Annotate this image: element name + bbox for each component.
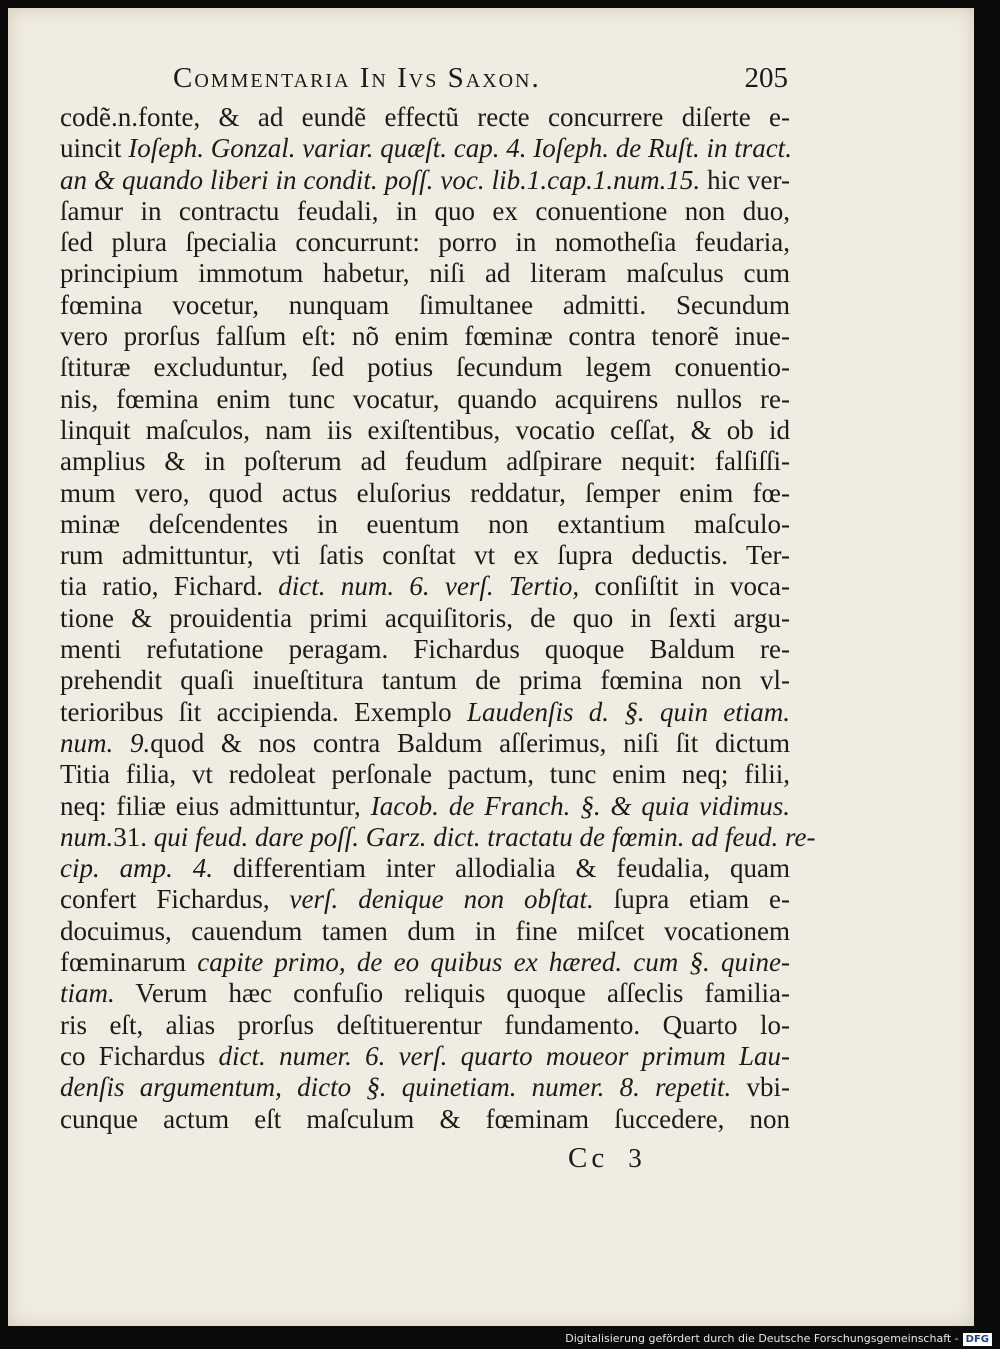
text-segment: docuimus, cauendum tamen dum in fine miſcet vocationem — [60, 915, 790, 946]
text-line — [60, 728, 790, 759]
running-title: Commentaria In Ivs Saxon. — [173, 62, 541, 94]
text-segment: 31. — [113, 821, 154, 852]
text-segment: minæ deſcendentes in euentum non extantium maſculo- — [60, 508, 790, 539]
text-line — [60, 978, 790, 1009]
text-segment: amplius & in poſterum ad feudum adſpirare nequit: falſiſſi- — [60, 446, 790, 477]
text-line — [60, 352, 790, 383]
text-segment: tia ratio, Fichard. — [60, 571, 279, 602]
text-segment: Iacob. de Franch. §. & quia vidimus. — [370, 790, 790, 821]
text-segment: num. 9. — [60, 727, 151, 758]
digitization-credit — [565, 1330, 992, 1348]
text-segment: dict. num. 6. verſ. Tertio, — [278, 571, 580, 602]
page-number: 205 — [744, 62, 788, 94]
text-line — [60, 133, 790, 164]
text-line — [60, 947, 790, 978]
text-segment: fœmina vocetur, nunquam ſimultanee admitti. Secundum — [60, 289, 790, 320]
text-line — [60, 227, 790, 258]
book-page — [8, 8, 974, 1326]
signature-letters: Cc — [568, 1142, 609, 1174]
text-segment: ſed plura ſpecialia concurrunt: porro in nomotheſia feudaria, — [60, 227, 790, 258]
text-segment: denſis argumentum, dicto §. quinetiam. numer. 8. repetit. — [60, 1072, 732, 1103]
text-line — [60, 884, 790, 915]
text-segment: Ioſeph. Gonzal. variar. quæſt. cap. 4. Ioſeph. de Ruſt. in tract. — [128, 133, 792, 164]
text-segment: capite primo, de eo quibus ex hæred. cum §. quine- — [197, 947, 790, 978]
text-line — [60, 634, 790, 665]
text-segment: cunque actum eſt maſculum & fœminam ſuccedere, non — [60, 1103, 790, 1134]
text-segment: ris eſt, alias prorſus deſtituerentur fundamento. Quarto lo- — [60, 1009, 790, 1040]
text-segment: ſtituræ excluduntur, ſed potius ſecundum legem conuentio- — [60, 352, 790, 383]
text-line — [60, 665, 790, 696]
text-segment: tiam. — [60, 978, 115, 1009]
dfg-logo: DFG — [963, 1333, 992, 1346]
text-segment: neq: filiæ eius admittuntur, — [60, 790, 371, 821]
running-head — [68, 58, 788, 106]
text-segment: vero prorſus falſum eſt: nõ enim fœminæ contra tenorẽ inue- — [60, 321, 790, 352]
text-segment: qui feud. dare poſſ. Garz. dict. tractatu de fœmin. ad feud. re- — [153, 821, 816, 852]
text-segment: Laudenſis d. §. quin etiam. — [466, 696, 791, 727]
text-segment: an & quando liberi in condit. poſſ. voc. lib.1.cap.1.num.15. — [60, 164, 701, 195]
text-line — [60, 446, 790, 477]
text-line — [60, 509, 790, 540]
text-line — [60, 571, 790, 602]
text-line — [60, 697, 790, 728]
text-line — [60, 853, 790, 884]
text-segment: menti refutatione peragam. Fichardus quoque Baldum re- — [60, 634, 790, 665]
text-segment: co Fichardus — [60, 1040, 219, 1071]
text-segment: differentiam inter allodialia & feudalia, quam — [213, 853, 790, 884]
text-segment: verſ. denique non obſtat. — [289, 884, 594, 915]
text-segment: Verum hæc confuſio reliquis quoque aſſeclis familia- — [114, 978, 790, 1009]
text-segment: hic ver- — [700, 164, 790, 195]
text-line — [60, 916, 790, 947]
text-segment: num. — [60, 821, 114, 852]
text-segment: conſiſtit in voca- — [579, 571, 790, 602]
text-segment: mum vero, quod actus eluſorius reddatur, ſemper enim fœ- — [60, 477, 790, 508]
signature-number: 3 — [628, 1143, 646, 1173]
text-line — [60, 791, 790, 822]
text-line — [60, 384, 790, 415]
text-line — [60, 196, 790, 227]
text-line — [60, 759, 790, 790]
text-line — [60, 1104, 790, 1135]
text-line — [60, 321, 790, 352]
text-segment: prehendit quaſi inueſtitura tantum de prima fœmina non vl- — [60, 665, 790, 696]
text-segment: vbi- — [731, 1072, 791, 1103]
text-line — [60, 290, 790, 321]
text-line — [60, 165, 790, 196]
text-segment: codẽ.n.fonte, & ad eundẽ effectũ recte concurrere diſerte e- — [60, 102, 790, 132]
text-line — [60, 540, 790, 571]
text-line — [60, 415, 790, 446]
text-segment: uincit — [60, 133, 129, 164]
text-segment: rum admittuntur, vti ſatis conſtat vt ex ſupra deductis. Ter- — [60, 540, 790, 571]
text-segment: linquit maſculos, nam iis exiſtentibus, vocatio ceſſat, & ob id — [60, 414, 790, 445]
text-segment: fœminarum — [60, 947, 198, 978]
text-segment: dict. numer. 6. verſ. quarto moueor primum Lau- — [218, 1040, 790, 1071]
text-line — [60, 478, 790, 509]
text-segment: confert Fichardus, — [60, 884, 290, 915]
text-segment: quod & nos contra Baldum aſſerimus, niſi ſit dictum — [150, 727, 790, 758]
text-segment: ſupra etiam e- — [593, 884, 790, 915]
text-line — [60, 1010, 790, 1041]
text-line — [60, 1072, 790, 1103]
text-segment: nis, fœmina enim tunc vocatur, quando acquirens nullos re- — [60, 383, 790, 414]
text-line — [60, 1041, 790, 1072]
text-line — [60, 821, 816, 853]
text-segment: tione & prouidentia primi acquiſitoris, de quo in ſexti argu- — [60, 602, 790, 633]
text-segment: terioribus ſit accipienda. Exemplo — [60, 696, 467, 727]
text-segment: principium immotum habetur, niſi ad literam maſculus cum — [60, 258, 790, 289]
body-text — [60, 102, 816, 1135]
text-segment: cip. amp. 4. — [60, 853, 214, 884]
text-line — [60, 258, 790, 289]
credit-text: Digitalisierung gefördert durch die Deutsche Forschungsgemeinschaft - — [565, 1332, 959, 1345]
text-segment: Titia filia, vt redoleat perſonale pactum, tunc enim neq; filii, — [60, 759, 790, 790]
text-line — [60, 102, 790, 133]
text-segment: ſamur in contractu feudali, in quo ex conuentione non duo, — [60, 195, 790, 226]
signature-mark — [568, 1142, 646, 1175]
text-line — [60, 603, 790, 634]
